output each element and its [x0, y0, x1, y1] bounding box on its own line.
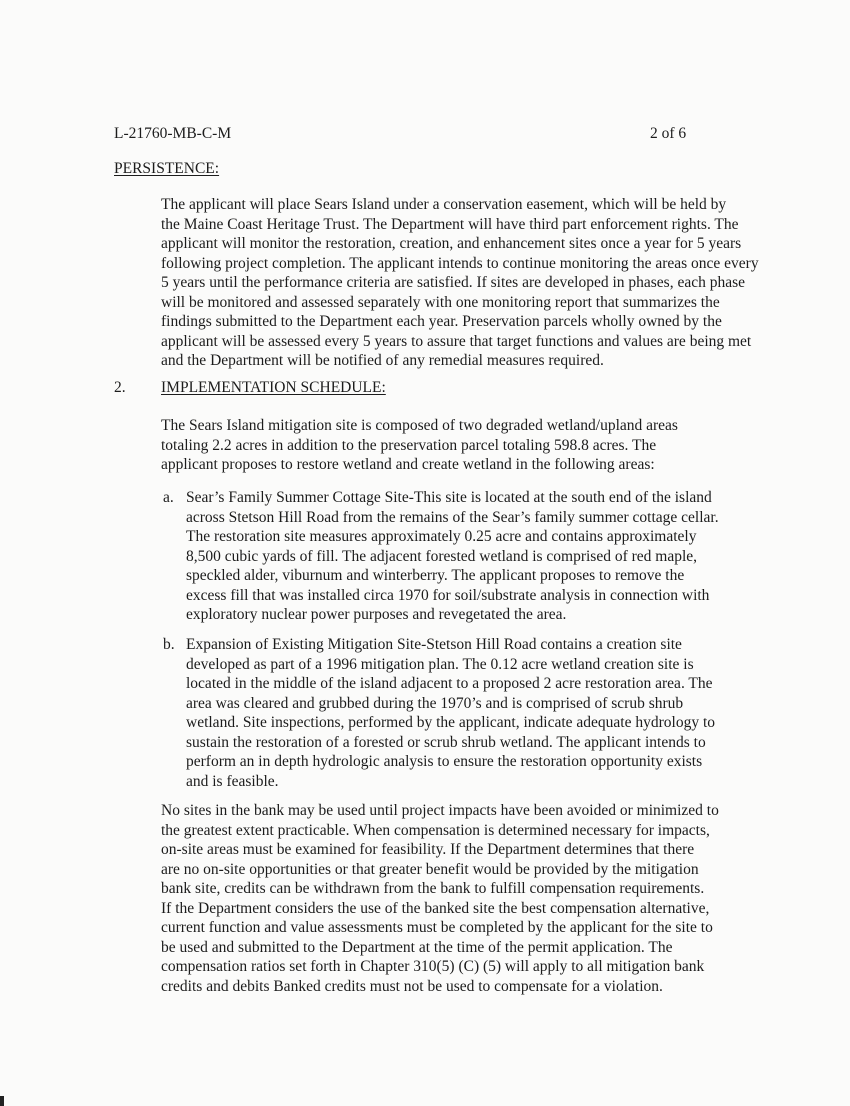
text-line: 8,500 cubic yards of fill. The adjacent forested wetland is comprised of red maple,: [186, 547, 698, 565]
text-line: on-site areas must be examined for feasibility. If the Department determines that there: [161, 841, 695, 858]
text-line: area was cleared and grubbed during the 1970’s and is comprised of scrub shrub: [186, 694, 684, 712]
text-line: applicant will monitor the restoration, creation, and enhancement sites once a year for 5 years: [161, 235, 742, 252]
text-line: No sites in the bank may be used until project impacts have been avoided or minimized to: [161, 802, 719, 819]
text-line: are no on-site opportunities or that greater benefit would be provided by the mitigation: [161, 860, 699, 878]
text-line: and the Department will be notified of any remedial measures required.: [161, 352, 604, 369]
document-id: L-21760-MB-C-M: [114, 125, 232, 142]
text-line: wetland. Site inspections, performed by the applicant, indicate adequate hydrology to: [186, 714, 715, 731]
section-number: 2.: [114, 379, 126, 396]
compensation-paragraph: [161, 801, 751, 996]
list-marker: a.: [163, 489, 174, 506]
text-line: findings submitted to the Department each year. Preservation parcels wholly owned by the: [161, 313, 722, 330]
text-line: speckled alder, viburnum and winterberry. The applicant proposes to remove the: [186, 567, 685, 584]
text-line: following project completion. The applicant intends to continue monitoring the areas once every: [161, 254, 759, 272]
text-line: Expansion of Existing Mitigation Site-Stetson Hill Road contains a creation site: [186, 636, 682, 653]
text-line: be used and submitted to the Department at the time of the permit application. The: [161, 938, 673, 956]
implementation-schedule-heading: IMPLEMENTATION SCHEDULE:: [161, 379, 386, 396]
text-line: will be monitored and assessed separately with one monitoring report that summarizes the: [161, 293, 720, 311]
text-line: totaling 2.2 acres in addition to the preservation parcel totaling 598.8 acres. The: [161, 436, 657, 454]
scan-edge-mark: [0, 1096, 4, 1106]
text-line: applicant will be assessed every 5 years to assure that target functions and values are being met: [161, 332, 752, 350]
page-number: 2 of 6: [650, 125, 687, 142]
persistence-paragraph: [161, 195, 786, 371]
text-line: located in the middle of the island adjacent to a proposed 2 acre restoration area. The: [186, 675, 713, 692]
text-line: credits and debits Banked credits must not be used to compensate for a violation.: [161, 977, 663, 995]
text-line: and is feasible.: [186, 772, 279, 790]
list-item-text: [186, 488, 746, 625]
text-line: sustain the restoration of a forested or scrub shrub wetland. The applicant intends to: [186, 733, 706, 751]
text-line: the Maine Coast Heritage Trust. The Department will have third part enforcement rights. The: [161, 215, 739, 233]
text-line: exploratory nuclear power purposes and revegetated the area.: [186, 606, 567, 623]
text-line: The applicant will place Sears Island under a conservation easement, which will be held by: [161, 196, 727, 213]
text-line: current function and value assessments must be completed by the applicant for the site to: [161, 919, 713, 936]
text-line: Sear’s Family Summer Cottage Site-This site is located at the south end of the island: [186, 489, 712, 506]
text-line: The restoration site measures approximately 0.25 acre and contains approximately: [186, 528, 697, 545]
text-line: compensation ratios set forth in Chapter 310(5) (C) (5) will apply to all mitigation bank: [161, 958, 705, 975]
text-line: applicant proposes to restore wetland and create wetland in the following areas:: [161, 456, 655, 473]
text-line: perform an in depth hydrologic analysis to ensure the restoration opportunity exists: [186, 753, 703, 770]
text-line: the greatest extent practicable. When compensation is determined necessary for impacts,: [161, 821, 710, 839]
text-line: across Stetson Hill Road from the remains of the Sear’s family summer cottage cellar.: [186, 508, 719, 526]
implementation-intro-paragraph: [161, 416, 741, 475]
list-item-text: [186, 635, 746, 791]
text-line: If the Department considers the use of the banked site the best compensation alternative,: [161, 899, 710, 917]
list-marker: b.: [163, 636, 175, 653]
text-line: excess fill that was installed circa 1970 for soil/substrate analysis in connection with: [186, 586, 710, 604]
text-line: The Sears Island mitigation site is composed of two degraded wetland/upland areas: [161, 417, 678, 434]
text-line: developed as part of a 1996 mitigation plan. The 0.12 acre wetland creation site is: [186, 655, 694, 673]
persistence-heading: PERSISTENCE:: [114, 160, 220, 177]
text-line: 5 years until the performance criteria are satisfied. If sites are developed in phases, each phase: [161, 274, 746, 291]
text-line: bank site, credits can be withdrawn from the bank to fulfill compensation requirements.: [161, 880, 705, 897]
